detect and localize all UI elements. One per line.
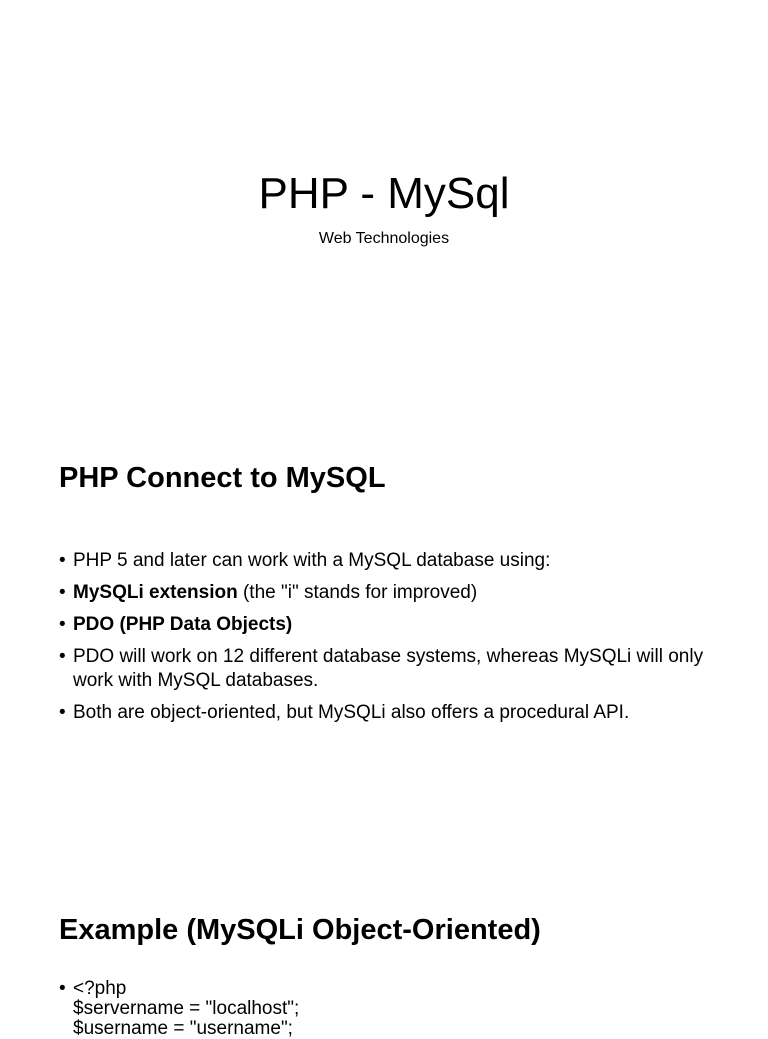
list-item xyxy=(59,979,719,1039)
content-slide-example xyxy=(0,880,768,1039)
bullet-bold-text: MySQLi extension xyxy=(73,582,238,603)
bullet-icon: • xyxy=(59,614,66,635)
code-line: <?php xyxy=(73,978,127,999)
bullet-icon: • xyxy=(59,550,66,571)
bullet-bold-text: PDO (PHP Data Objects) xyxy=(73,614,293,635)
list-item xyxy=(59,549,719,573)
slide-heading: Example (MySQLi Object-Oriented) xyxy=(59,914,541,946)
bullet-icon: • xyxy=(59,646,66,667)
title-slide xyxy=(0,0,768,420)
bullet-text: PDO will work on 12 different database systems, whereas MySQLi will only work with MySQL databases. xyxy=(73,646,704,691)
list-item xyxy=(59,645,719,693)
bullet-text: Both are object-oriented, but MySQLi also offers a procedural API. xyxy=(73,702,630,723)
list-item xyxy=(59,581,719,605)
slide-heading: PHP Connect to MySQL xyxy=(59,462,386,494)
bullet-text: PHP 5 and later can work with a MySQL database using: xyxy=(73,550,551,571)
content-slide-connect xyxy=(0,420,768,880)
code-bullet-list xyxy=(59,979,719,1039)
slide-title: PHP - MySql xyxy=(258,169,510,218)
slide-subtitle: Web Technologies xyxy=(318,230,450,247)
list-item xyxy=(59,613,719,637)
bullet-icon: • xyxy=(59,582,66,603)
code-line: $username = "username"; xyxy=(73,1018,293,1039)
bullet-list xyxy=(59,549,719,733)
list-item xyxy=(59,701,719,725)
bullet-text: (the "i" stands for improved) xyxy=(237,582,478,603)
bullet-icon: • xyxy=(59,978,66,999)
bullet-icon: • xyxy=(59,702,66,723)
code-line: $servername = "localhost"; xyxy=(73,998,300,1019)
